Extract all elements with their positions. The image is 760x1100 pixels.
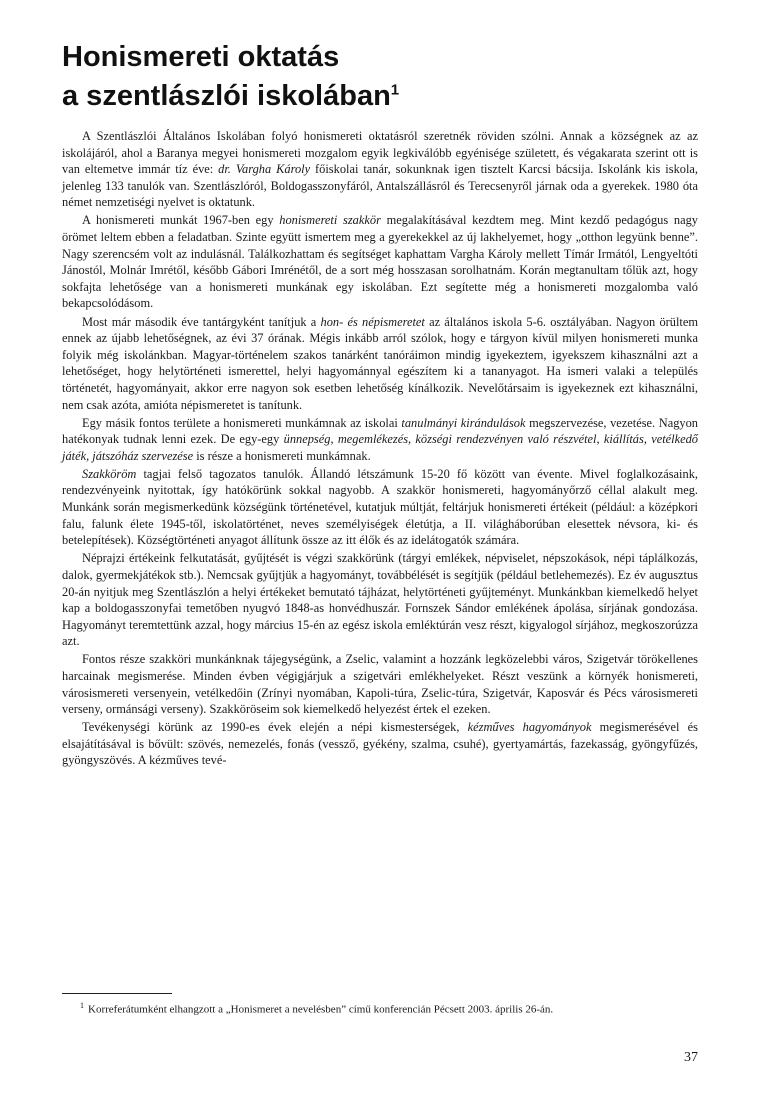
paragraph-text: A honismereti munkát 1967-ben egy xyxy=(82,213,280,228)
emphasized-text: ünnepség, megemlékezés, községi rendezvényen való részvétel, kiállítás, vetélkedő játék, játszóház szervezése xyxy=(62,432,699,463)
paragraph-text: Egy másik fontos területe a honismereti munkámnak az iskolai xyxy=(82,415,402,430)
paragraph-text: Néprajzi értékeink felkutatását, gyűjtését is végzi szakkörünk (tárgyi emlékek, népviselet, népszokások, népi táplálkozás, dalok, gyermekjátékok stb.). Nemcsak gyűjtjük a hagyományt, továbbélését is segítjük (például betlehemezés). Ez év augusztus 20-án nyitjuk meg Szentlászlón a helyi értékeket bemutató tájházat, helytörténeti gyűjteményt. Munkánkban kiemelkedő helyet kap a boldogasszonyfai temetőben nyugvó 1848-as honvédhuszár. Fornszek Sándor emlékének ápolása, sírjának gondozása. Hagyományt teremtettünk azzal, hogy március 15-én az egész iskola emléktúrán vesz részt, kigyalogol sírjához, megkoszorúzza azt. xyxy=(62,551,698,649)
footnote xyxy=(62,999,698,1017)
emphasized-text: Szakköröm xyxy=(82,466,137,481)
body-paragraph xyxy=(62,550,698,650)
paragraph-text: megismerésével és elsajátításával is bővült: szövés, nemezelés, fonás (vessző, gyékény, szalma, csuhé), gyertyamártás, fazekasság, gyöngyfűzés, gyöngyszövés. A kézműves tevé- xyxy=(62,720,699,768)
paragraph-text: Fontos része szakköri munkánknak tájegységünk, a Zselic, valamint a hozzánk legközelebbi város, Szigetvár törökellenes harcainak megismerése. Minden évben végigjárjuk a szigetvári emlékhelyeket. Részt veszünk a környék honismereti, városismereti versenyein, vetélkedőin (Zrínyi nyomában, Kapoli-túra, Zselic-túra, Szigetvár, Kaposvár és Pécs városismereti verseny, ormánsági verseny). Szakköröseim sok kiemelkedő helyezést értek el ezeken. xyxy=(62,652,698,717)
paragraph-text: A Szentlászlói Általános Iskolában folyó honismereti oktatásról szeretnék röviden szólni. Annak a községnek az az iskolájáról, ahol a Baranya megyei honismereti mozgalom egyik legkiválóbb egyénisége született, és végakarata szerint ott is van eltemetve immár tíz éve: xyxy=(62,129,698,177)
page-number: 37 xyxy=(684,1050,698,1065)
article-body xyxy=(62,128,698,771)
paragraph-text: Tevékenységi körünk az 1990-es évek elején a népi kismesterségek, xyxy=(82,720,468,735)
paragraph-text: megalakításával kezdtem meg. Mint kezdő pedagógus nagy örömet leltem ebben a feladatban. Szinte együtt ismertem meg a gyerekekkel az új lakhelyemet, hogy „otthon legyünk benne”. Nagy szerencsém volt az indulásnál. Találkozhattam és segítséget kaphattam Vargha Károly mellett Tímár Irmától, Lengyeltóti Jánostól, Molnár Imrétől, később Gábori Imrénétől, de a sort még hosszasan sorolhatnám. Korán megtanultam tőlük azt, hogy sokfajta lehetősége van a honismereti munkának egy iskolában. Ezt segítette még a honismereti mozgalomba való bekapcsolódásom. xyxy=(62,213,698,311)
emphasized-text: kézműves hagyományok xyxy=(467,720,592,735)
footnote-marker: 1 xyxy=(80,1001,84,1010)
paragraph-text: megszervezése, vezetése. Nagyon hatékonyak tudnak lenni ezek. De egy-egy xyxy=(62,415,698,447)
title-line-1: Honismereti oktatás xyxy=(62,41,340,73)
body-paragraph xyxy=(62,212,698,312)
paragraph-text: tagjai felső tagozatos tanulók. Állandó létszámunk 15-20 fő között van évente. Mivel foglalkozásaink, rendezvényeink nyitottak, így hatókörünk sokkal nagyobb. A szakkör honismereti, hagyományőrző céllal alakult meg. Munkánk során megismerkedünk községünk történetével, kutatjuk múltját, feltárjuk honismereti értékeit (például: a középkori falu, falunk élete 1945-től, iskolatörténet, neves személyiségek életútja, a II. világháborúban elesettek névsora, ki- és betelepítések). Községtörténeti anyagot állítunk össze az itt élők és az idelátogatók számára. xyxy=(62,466,698,548)
emphasized-text: hon- és népismeretet xyxy=(320,314,425,329)
body-paragraph xyxy=(62,466,698,549)
body-paragraph xyxy=(62,719,698,769)
body-paragraph xyxy=(62,314,698,414)
body-paragraph xyxy=(62,651,698,717)
emphasized-text: dr. Vargha Károly xyxy=(218,162,311,177)
title-footnote-marker[interactable]: 1 xyxy=(390,81,400,99)
footnote-divider xyxy=(62,993,172,994)
article-title xyxy=(62,38,702,116)
body-paragraph xyxy=(62,128,698,211)
paragraph-text: az általános iskola 5-6. osztályában. Nagyon örültem ennek az újabb lehetőségnek, az évi 37 órának. Mégis inkább arról szólok, hogy e tárgyon kívül milyen honismereti munka folyik még iskolánkban. Magyar-történelem szakos tanárként tanóráimon mindig igyekeztem, igyekszem kihasználni azt a lehetőséget, hogy helytörténeti ismerettel, helyi hagyománnyal egészítem ki a tananyagot. Ha ismeri valaki a település történetét, hagyományait, akkor erre nagyon sok esetben lehetőség kínálkozik. Nevelőtársaim is igyekeznek ezt kihasználni, nem csak azóta, amióta népismeretet is tanítunk. xyxy=(62,314,698,412)
body-paragraph xyxy=(62,415,698,465)
paragraph-text: is része a honismereti munkámnak. xyxy=(193,448,371,463)
paragraph-text: Most már második éve tantárgyként tanítjuk a xyxy=(82,314,321,329)
emphasized-text: tanulmányi kirándulások xyxy=(401,415,526,430)
footnote-text: Korreferátumként elhangzott a „Honismeret a nevelésben” című konferencián Pécsett 2003. április 26-án. xyxy=(88,1003,554,1016)
title-line-2: a szentlászlói iskolában xyxy=(62,80,391,112)
emphasized-text: honismereti szakkör xyxy=(279,213,381,228)
paragraph-text: főiskolai tanár, sokunknak igen tisztelt Karcsi bácsija. Iskolánk kis iskola, jelenleg 133 tanulók van. Szentlászlóról, Boldogasszonyfáról, Antalszállásról és Terecsenyről járnak oda a gyerekek. 1980 óta német nemzetiségi nyelvet is oktatunk. xyxy=(62,162,699,210)
